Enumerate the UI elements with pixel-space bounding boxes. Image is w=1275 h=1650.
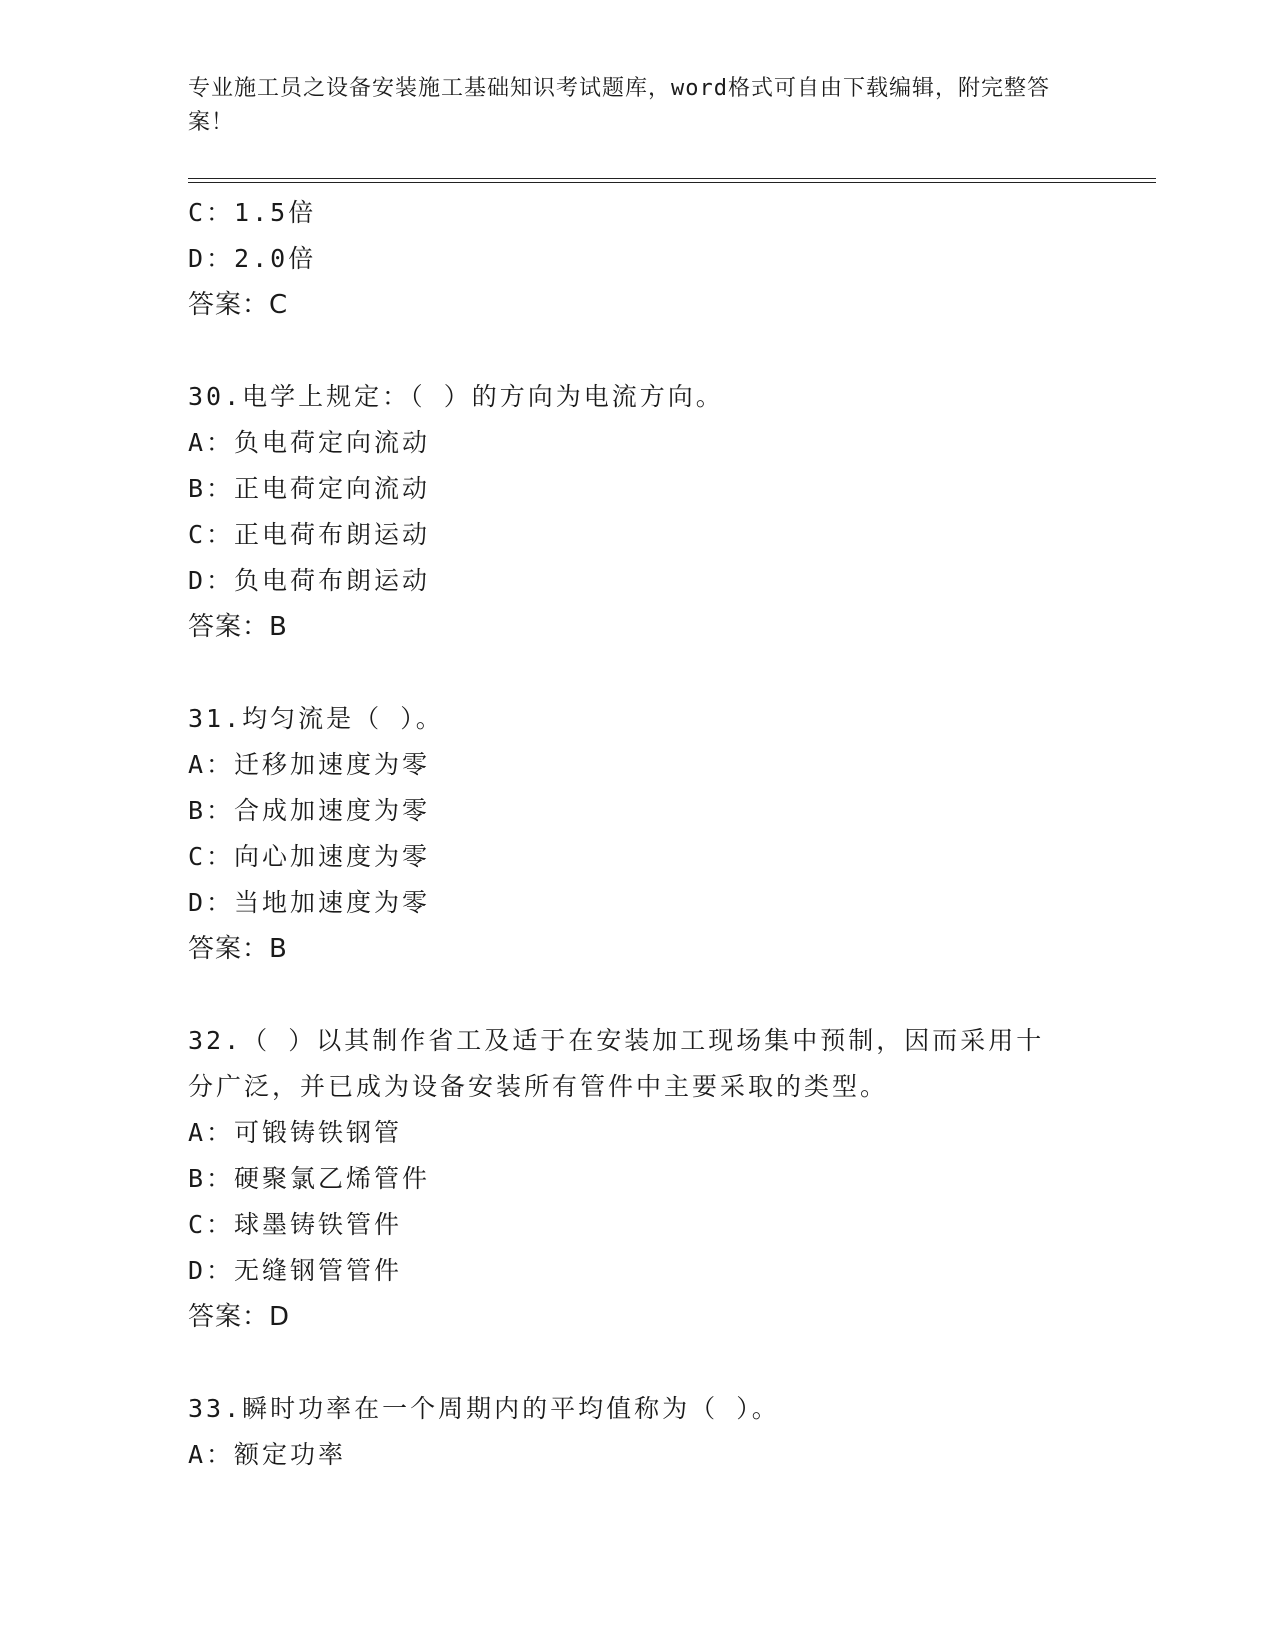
option-b: B：合成加速度为零 xyxy=(188,796,431,825)
answer: 答案：B xyxy=(188,934,288,964)
question-33 xyxy=(188,1386,1088,1478)
option-d: D：无缝钢管管件 xyxy=(188,1256,403,1285)
header-text: 专业施工员之设备安装施工基础知识考试题库，word格式可自由下载编辑，附完整答案！ xyxy=(188,76,1050,135)
option-d: D：负电荷布朗运动 xyxy=(188,566,431,595)
question-stem: 30.电学上规定：（ ）的方向为电流方向。 xyxy=(188,382,724,411)
option-c: C：向心加速度为零 xyxy=(188,842,431,871)
document-header xyxy=(188,72,1068,140)
question-30 xyxy=(188,374,1088,650)
header-divider-bottom xyxy=(188,182,1156,183)
question-stem: 32.（ ）以其制作省工及适于在安装加工现场集中预制，因而采用十分广泛，并已成为设备安装所有管件中主要采取的类型。 xyxy=(188,1026,1045,1101)
question-list xyxy=(188,190,1088,1478)
answer: 答案：B xyxy=(188,612,288,642)
header-divider-top xyxy=(188,178,1156,179)
option-b: B：硬聚氯乙烯管件 xyxy=(188,1164,431,1193)
option-b: B：正电荷定向流动 xyxy=(188,474,431,503)
option-a: A：负电荷定向流动 xyxy=(188,428,431,457)
option-a: A：迁移加速度为零 xyxy=(188,750,431,779)
spacer xyxy=(188,328,1088,374)
option-c: C：正电荷布朗运动 xyxy=(188,520,431,549)
continued-question xyxy=(188,190,1088,328)
option-a: A：可锻铸铁钢管 xyxy=(188,1118,403,1147)
question-stem: 33.瞬时功率在一个周期内的平均值称为（ ）。 xyxy=(188,1394,780,1423)
answer: 答案：D xyxy=(188,1302,291,1332)
question-31 xyxy=(188,696,1088,972)
option-d: D：2.0倍 xyxy=(188,244,317,273)
spacer xyxy=(188,650,1088,696)
spacer xyxy=(188,1340,1088,1386)
option-c: C：球墨铸铁管件 xyxy=(188,1210,403,1239)
option-d: D：当地加速度为零 xyxy=(188,888,431,917)
question-32 xyxy=(188,1018,1088,1340)
answer: 答案：C xyxy=(188,290,289,320)
option-a: A：额定功率 xyxy=(188,1440,347,1469)
option-c: C：1.5倍 xyxy=(188,198,317,227)
spacer xyxy=(188,972,1088,1018)
question-stem: 31.均匀流是（ ）。 xyxy=(188,704,444,733)
